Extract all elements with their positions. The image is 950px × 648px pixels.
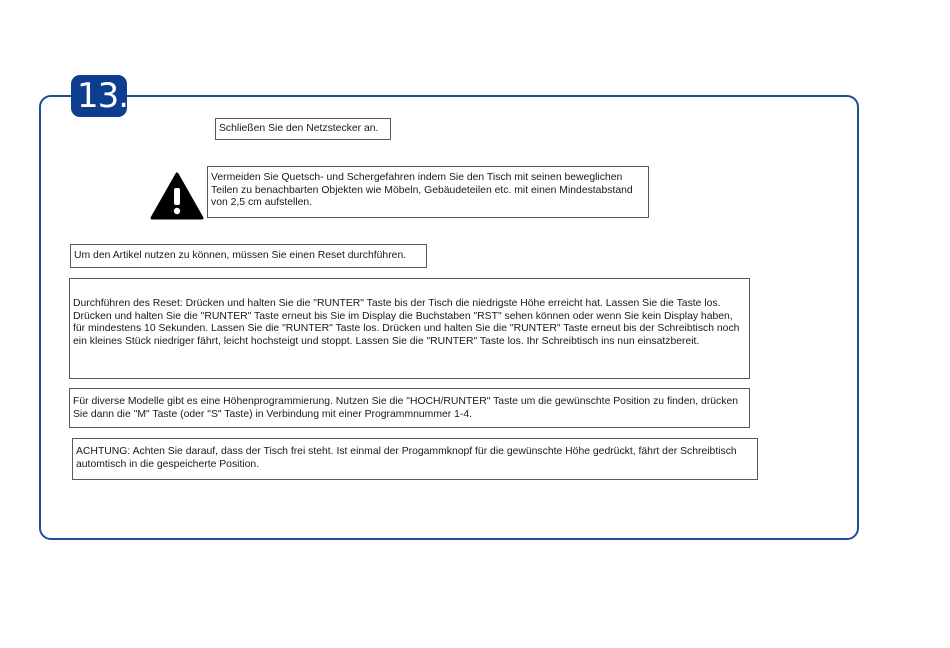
instruction-caution: ACHTUNG: Achten Sie darauf, dass der Tisch frei steht. Ist einmal der Progammknopf für die gewünschte Höhe gedrückt, fährt der Schreibtisch automtisch in die gespeicherte Position. (72, 438, 758, 480)
step-number-badge: 13. (71, 75, 127, 117)
instruction-reset-steps: Durchführen des Reset: Drücken und halten Sie die "RUNTER" Taste bis der Tisch die niedrigste Höhe erreicht hat. Lassen Sie die Taste los. Drücken und halten Sie die "RUNTER" Taste erneut bis Sie im Display die Buchstaben "RST" sehen können oder wenn Sie kein Display haben, für mindestens 10 Sekunden. Lassen Sie die "RUNTER" Taste los. Drücken und halten Sie die "RUNTER" Taste erneut bis der Schreibtisch noch ein kleines Stück niedriger fährt, leicht hochsteigt und stoppt. Lassen Sie die "RUNTER" Taste los. Ihr Schreibtisch ins nun einsatzbereit. (69, 278, 750, 379)
instruction-safety-warning: Vermeiden Sie Quetsch- und Schergefahren indem Sie den Tisch mit seinen beweglichen Teilen zu benachbarten Objekten wie Möbeln, Gebäudeteilen etc. mit einen Mindestabstand von 2,5 cm aufstellen. (207, 166, 649, 218)
instruction-height-programming: Für diverse Modelle gibt es eine Höhenprogrammierung. Nutzen Sie die "HOCH/RUNTER" Taste um die gewünschte Position zu finden, drücken Sie dann die "M" Taste (oder "S" Taste) in Verbindung mit einer Programmnummer 1-4. (69, 388, 750, 428)
instruction-plug-in: Schließen Sie den Netzstecker an. (215, 118, 391, 140)
warning-triangle-icon (150, 171, 204, 221)
instruction-reset-intro: Um den Artikel nutzen zu können, müssen Sie einen Reset durchführen. (70, 244, 427, 268)
